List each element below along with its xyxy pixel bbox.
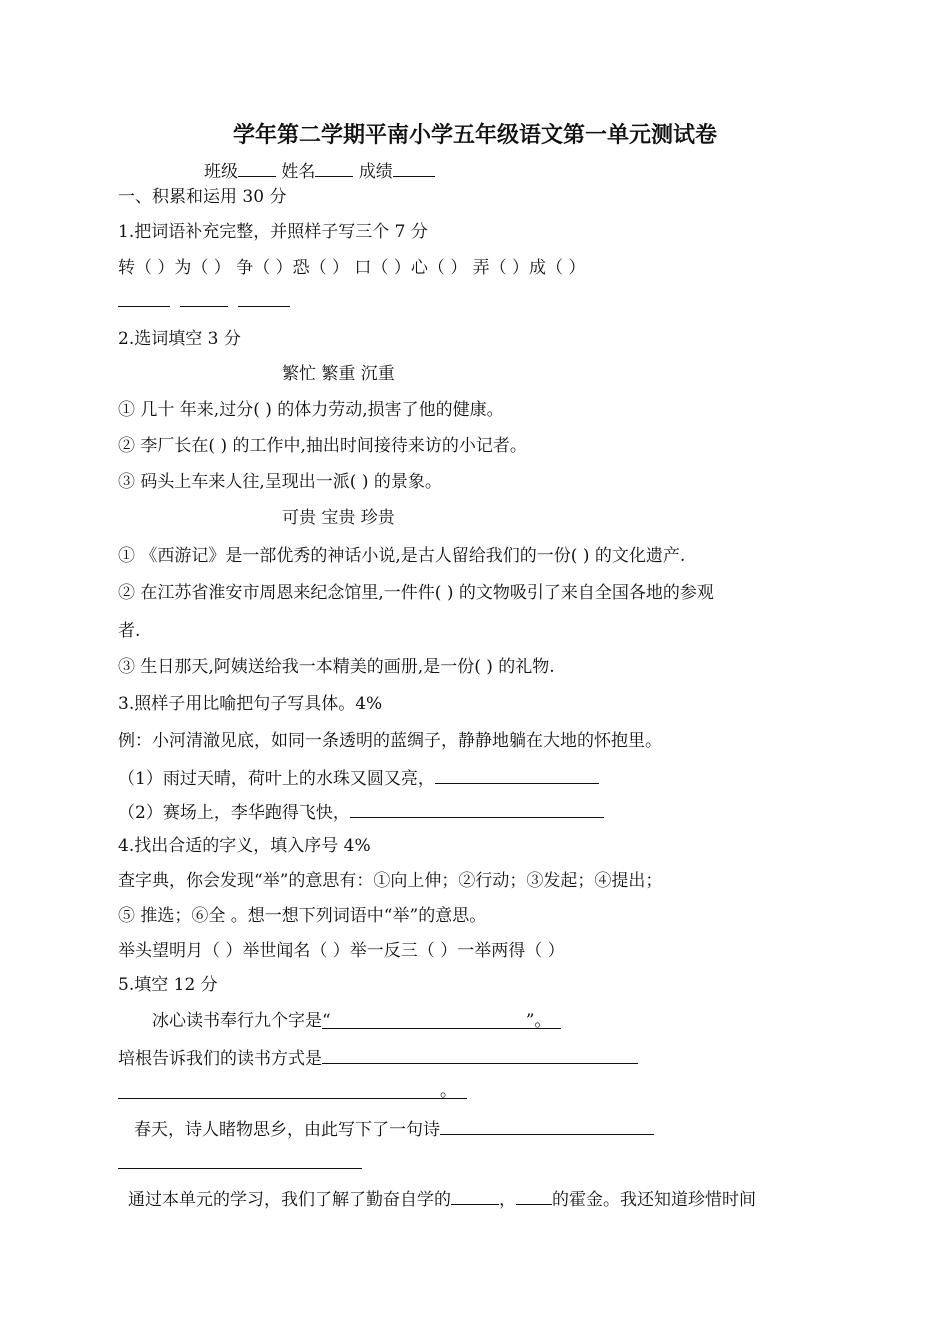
q4-meanings: 查字典，你会发现“举”的意思有：①向上伸；②行动；③发起；④提出； xyxy=(118,871,663,891)
question-2-prompt: 2.选词填空 3 分 xyxy=(118,329,241,349)
q3-item-1: （1）雨过天晴，荷叶上的水珠又圆又亮， xyxy=(118,765,599,790)
class-field[interactable] xyxy=(238,158,276,177)
question-1-items: 转（ ）为（ ） 争（ ）恐（ ） 口（ ）心（ ） 弄（ ）成（ ） xyxy=(118,258,586,278)
score-label: 成绩 xyxy=(358,162,393,182)
name-label: 姓名 xyxy=(281,162,316,182)
q2-sentence-continued: 者. xyxy=(118,621,141,641)
q5-line-6: 通过本单元的学习，我们了解了勤奋自学的 ， 的霍金。我还知道珍惜时间 xyxy=(128,1186,756,1211)
question-4-prompt: 4.找出合适的字义，填入序号 4% xyxy=(118,836,371,856)
q5-answer-blank-2[interactable] xyxy=(322,1045,638,1064)
name-field[interactable] xyxy=(315,158,353,177)
header-fields xyxy=(204,158,435,183)
q2-word-set-2: 可贵 宝贵 珍贵 xyxy=(282,508,395,528)
q4-phrases: 举头望明月（ ）举世闻名（ ）举一反三（ ）一举两得（ ） xyxy=(118,941,565,961)
q2-word-set-1: 繁忙 繁重 沉重 xyxy=(282,364,395,384)
q1-answer-blank-2[interactable] xyxy=(180,306,228,307)
q3-answer-blank-1[interactable] xyxy=(435,765,599,784)
q5-line-1: 冰心读书奉行九个字是“ ”。 xyxy=(152,1010,561,1032)
q5-answer-blank-5[interactable] xyxy=(516,1186,552,1205)
q5-line-4: 春天，诗人睹物思乡，由此写下了一句诗 xyxy=(134,1116,654,1141)
q2-sentence: ② 在江苏省淮安市周恩来纪念馆里,一件件( ) 的文物吸引了来自全国各地的参观 xyxy=(118,583,714,603)
q5-answer-blank-2-continued[interactable]: 。 xyxy=(118,1080,467,1099)
class-label: 班级 xyxy=(204,162,238,182)
q5-line-2: 培根告诉我们的读书方式是 xyxy=(118,1045,638,1070)
q4-meanings-continued: ⑤ 推选；⑥全 。想一想下列词语中“举”的意思。 xyxy=(118,906,487,926)
q2-sentence: ③ 生日那天,阿姨送给我一本精美的画册,是一份( ) 的礼物. xyxy=(118,657,555,677)
page-title: 学年第二学期平南小学五年级语文第一单元测试卷 xyxy=(232,122,717,148)
q2-sentence: ① 几十 年来,过分( ) 的体力劳动,损害了他的健康。 xyxy=(118,400,504,420)
q2-sentence: ② 李厂长在( ) 的工作中,抽出时间接待来访的小记者。 xyxy=(118,436,527,456)
q3-answer-blank-2[interactable] xyxy=(350,799,604,818)
q5-line-3 xyxy=(118,1080,467,1102)
section-heading: 一、积累和运用 30 分 xyxy=(118,187,287,207)
q5-answer-blank-4[interactable] xyxy=(451,1186,499,1205)
q5-answer-blank-1[interactable]: “ ”。 xyxy=(322,1010,561,1029)
score-field[interactable] xyxy=(393,158,435,177)
q1-answer-blank-3[interactable] xyxy=(238,306,290,307)
q3-example: 例：小河清澈见底，如同一条透明的蓝绸子，静静地躺在大地的怀抱里。 xyxy=(118,731,662,751)
question-3-prompt: 3.照样子用比喻把句子写具体。4% xyxy=(118,694,383,714)
question-5-prompt: 5.填空 12 分 xyxy=(118,975,218,995)
q3-item-2: （2）赛场上，李华跑得飞快， xyxy=(118,799,604,824)
question-1-prompt: 1.把词语补充完整，并照样子写三个 7 分 xyxy=(118,222,428,242)
q1-answer-blank-1[interactable] xyxy=(118,306,170,307)
q5-answer-blank-3[interactable] xyxy=(440,1116,654,1135)
q2-sentence: ③ 码头上车来人往,呈现出一派( ) 的景象。 xyxy=(118,472,442,492)
q5-answer-blank-3-continued[interactable] xyxy=(118,1168,362,1169)
q2-sentence: ① 《西游记》是一部优秀的神话小说,是古人留给我们的一份( ) 的文化遗产. xyxy=(118,546,686,566)
